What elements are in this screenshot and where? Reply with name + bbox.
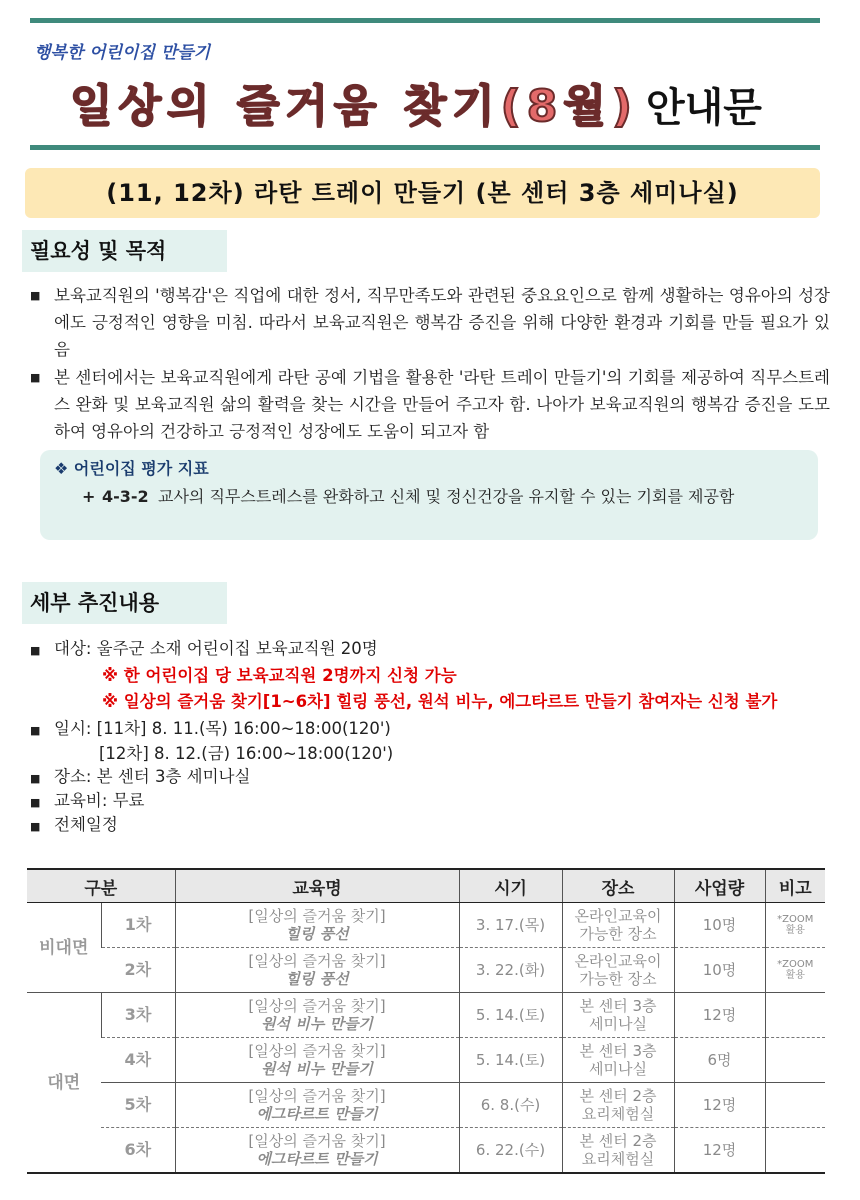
row-date: 5. 14.(토) xyxy=(459,1038,562,1083)
row-name: [일상의 즐거움 찾기] 힐링 풍선 xyxy=(175,948,459,993)
table-header: 시기 xyxy=(459,869,562,903)
row-qty: 12명 xyxy=(674,1083,765,1128)
table-header: 사업량 xyxy=(674,869,765,903)
row-qty: 12명 xyxy=(674,1128,765,1174)
table-row xyxy=(27,948,825,993)
row-note: *ZOOM 활용 xyxy=(765,948,825,993)
table-row xyxy=(27,1083,825,1128)
row-place: 온라인교육이 가능한 장소 xyxy=(562,903,674,948)
row-name: [일상의 즐거움 찾기] 원석 비누 만들기 xyxy=(175,993,459,1038)
row-note xyxy=(765,1128,825,1174)
title-suffix: 안내문 xyxy=(646,85,762,131)
detail-target: ■ 대상: 울주군 소재 어린이집 보육교직원 20명 xyxy=(30,637,378,663)
purpose-paragraph-1: ■ 보육교직원의 '행복감'은 직업에 대한 정서, 직무만족도와 관련된 중요요인으로 함께 생활하는 영유아의 성장에도 긍정적인 영향을 미침. 따라서 보육교직원은 행복감 증진을 위해 다양한 환경과 기회를 만들 필요가 있음 xyxy=(30,282,830,363)
program-banner: (11, 12차) 라탄 트레이 만들기 (본 센터 3층 세미나실) xyxy=(25,168,820,218)
row-seq: 6차 xyxy=(101,1128,175,1174)
table-row xyxy=(27,993,825,1038)
section-heading-purpose: 필요성 및 목적 xyxy=(22,230,227,272)
row-seq: 2차 xyxy=(101,948,175,993)
row-note xyxy=(765,1038,825,1083)
row-note xyxy=(765,1083,825,1128)
row-seq: 4차 xyxy=(101,1038,175,1083)
indicator-text: 교사의 직무스트레스를 완화하고 신체 및 정신건강을 유지할 수 있는 기회를 제공함 xyxy=(158,487,735,506)
row-seq: 3차 xyxy=(101,993,175,1038)
row-qty: 10명 xyxy=(674,948,765,993)
row-date: 6. 8.(수) xyxy=(459,1083,562,1128)
detail-date-1: ■ 일시: [11차] 8. 11.(목) 16:00~18:00(120') xyxy=(30,717,391,743)
row-note xyxy=(765,993,825,1038)
table-header: 비고 xyxy=(765,869,825,903)
row-seq: 5차 xyxy=(101,1083,175,1128)
indicator-code: 4-3-2 xyxy=(102,487,149,506)
detail-date-2: [12차] 8. 12.(금) 16:00~18:00(120') xyxy=(99,744,394,763)
square-bullet-icon: ■ xyxy=(30,772,41,785)
group-label: 비대면 xyxy=(27,903,101,993)
indicator-title: ❖ 어린이집 평가 지표 xyxy=(54,459,209,478)
row-place: 온라인교육이 가능한 장소 xyxy=(562,948,674,993)
title-main: 일상의 즐거움 찾기(8월) xyxy=(70,81,639,132)
detail-note-1: ※ 한 어린이집 당 보육교직원 2명까지 신청 가능 xyxy=(102,666,457,685)
row-qty: 10명 xyxy=(674,903,765,948)
square-bullet-icon: ■ xyxy=(30,644,41,657)
page-title xyxy=(70,70,830,134)
row-date: 3. 22.(화) xyxy=(459,948,562,993)
row-name: [일상의 즐거움 찾기] 원석 비누 만들기 xyxy=(175,1038,459,1083)
row-place: 본 센터 2층 요리체험실 xyxy=(562,1128,674,1174)
row-qty: 12명 xyxy=(674,993,765,1038)
row-date: 6. 22.(수) xyxy=(459,1128,562,1174)
table-header: 교육명 xyxy=(175,869,459,903)
table-header: 구분 xyxy=(27,869,175,903)
table-row xyxy=(27,1128,825,1174)
evaluation-indicator-box xyxy=(40,450,818,540)
row-name: [일상의 즐거움 찾기] 에그타르트 만들기 xyxy=(175,1083,459,1128)
group-label: 대면 xyxy=(27,993,101,1174)
detail-place: ■ 장소: 본 센터 3층 세미나실 xyxy=(30,765,250,791)
row-seq: 1차 xyxy=(101,903,175,948)
detail-schedule: ■ 전체일정 xyxy=(30,813,118,839)
table-row xyxy=(27,1038,825,1083)
row-place: 본 센터 3층 세미나실 xyxy=(562,1038,674,1083)
square-bullet-icon: ■ xyxy=(30,820,41,833)
square-bullet-icon: ■ xyxy=(30,796,41,809)
square-bullet-icon: ■ xyxy=(30,371,41,384)
section-heading-details: 세부 추진내용 xyxy=(22,582,227,624)
detail-note-2: ※ 일상의 즐거움 찾기[1~6차] 힐링 풍선, 원석 비누, 에그타르트 만들기 참여자는 신청 불가 xyxy=(102,692,778,711)
row-qty: 6명 xyxy=(674,1038,765,1083)
table-row xyxy=(27,903,825,948)
square-bullet-icon: ■ xyxy=(30,724,41,737)
row-place: 본 센터 2층 요리체험실 xyxy=(562,1083,674,1128)
table-header-row xyxy=(27,869,825,903)
schedule-table xyxy=(27,868,825,1174)
row-place: 본 센터 3층 세미나실 xyxy=(562,993,674,1038)
row-date: 3. 17.(목) xyxy=(459,903,562,948)
title-rule xyxy=(30,145,820,150)
detail-fee: ■ 교육비: 무료 xyxy=(30,789,145,815)
row-date: 5. 14.(토) xyxy=(459,993,562,1038)
top-rule xyxy=(30,18,820,23)
header-subtitle: 행복한 어린이집 만들기 xyxy=(34,43,211,63)
square-bullet-icon: ■ xyxy=(30,289,41,302)
table-header: 장소 xyxy=(562,869,674,903)
row-name: [일상의 즐거움 찾기] 에그타르트 만들기 xyxy=(175,1128,459,1174)
row-note: *ZOOM 활용 xyxy=(765,903,825,948)
row-name: [일상의 즐거움 찾기] 힐링 풍선 xyxy=(175,903,459,948)
indicator-prefix: + xyxy=(82,487,96,506)
purpose-paragraph-2: ■ 본 센터에서는 보육교직원에게 라탄 공예 기법을 활용한 '라탄 트레이 만들기'의 기회를 제공하여 직무스트레스 완화 및 보육교직원 삶의 활력을 찾는 시간을 만들어 주고자 함. 나아가 보육교직원의 행복감 증진을 도모하여 영유아의 건강하고 긍정적인 성장에도 도움이 되고자 함 xyxy=(30,364,830,445)
